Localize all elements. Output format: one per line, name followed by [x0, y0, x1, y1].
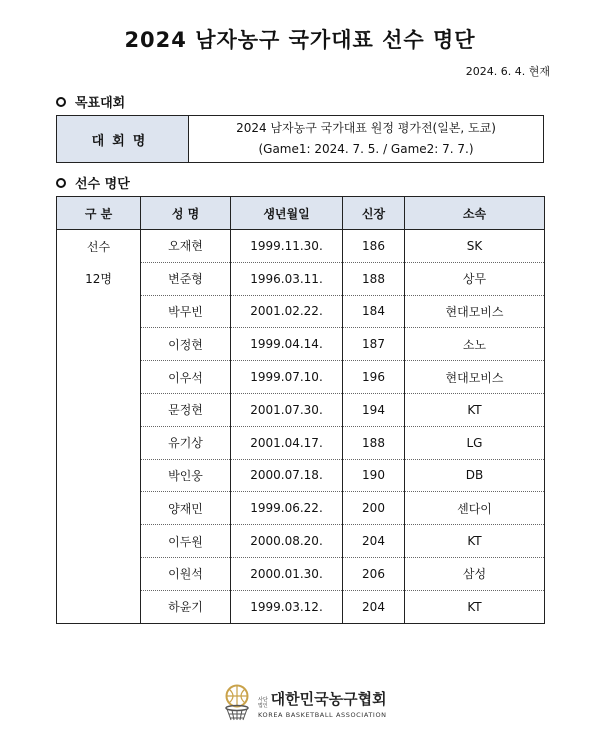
section-heading-target — [56, 92, 125, 111]
player-height: 187 — [343, 328, 405, 361]
player-name: 양재민 — [141, 492, 231, 525]
birth-date: 1999.11.30. — [231, 230, 343, 263]
circle-bullet-icon — [56, 97, 66, 107]
footer-small-bottom: 법인 — [258, 702, 268, 709]
player-name: 이우석 — [141, 361, 231, 394]
event-name: 2024 남자농구 국가대표 원정 평가전(일본, 도쿄) — [236, 121, 496, 135]
organization-english-name: KOREA BASKETBALL ASSOCIATION — [258, 710, 387, 719]
player-height: 196 — [343, 361, 405, 394]
player-name: 유기상 — [141, 426, 231, 459]
event-games: (Game1: 2024. 7. 5. / Game2: 7. 7.) — [258, 142, 474, 156]
event-info-cell — [189, 116, 543, 162]
player-height: 188 — [343, 262, 405, 295]
birth-date: 1996.03.11. — [231, 262, 343, 295]
birth-date: 2001.04.17. — [231, 426, 343, 459]
player-team: SK — [405, 230, 545, 263]
birth-date: 2001.02.22. — [231, 295, 343, 328]
basketball-hoop-icon — [222, 684, 252, 722]
player-team: 센다이 — [405, 492, 545, 525]
column-header-category: 구 분 — [57, 197, 141, 230]
player-height: 184 — [343, 295, 405, 328]
birth-date: 1999.03.12. — [231, 590, 343, 623]
player-team: 삼성 — [405, 557, 545, 590]
player-team: 현대모비스 — [405, 361, 545, 394]
player-name: 이원석 — [141, 557, 231, 590]
birth-date: 2000.07.18. — [231, 459, 343, 492]
player-team: DB — [405, 459, 545, 492]
column-header-height: 신장 — [343, 197, 405, 230]
player-team: LG — [405, 426, 545, 459]
table-row — [57, 230, 545, 263]
organization-name: 대한민국농구협회 — [270, 689, 387, 708]
player-name: 변준형 — [141, 262, 231, 295]
player-name: 이두원 — [141, 525, 231, 558]
column-header-name: 성 명 — [141, 197, 231, 230]
player-height: 188 — [343, 426, 405, 459]
player-team: KT — [405, 393, 545, 426]
birth-date: 2000.01.30. — [231, 557, 343, 590]
player-team: KT — [405, 525, 545, 558]
event-header-cell: 대회명 — [57, 116, 189, 162]
table-header-row — [57, 197, 545, 230]
section-label: 선수 명단 — [75, 177, 130, 192]
footer-small-label — [258, 697, 268, 709]
player-team: 현대모비스 — [405, 295, 545, 328]
player-name: 박무빈 — [141, 295, 231, 328]
footer-text-block — [258, 688, 387, 719]
section-label: 목표대회 — [75, 96, 126, 111]
circle-bullet-icon — [56, 178, 66, 188]
birth-date: 1999.06.22. — [231, 492, 343, 525]
player-team: KT — [405, 590, 545, 623]
roster-table — [56, 196, 545, 624]
player-name: 이정현 — [141, 328, 231, 361]
event-table — [56, 115, 544, 163]
birth-date: 1999.07.10. — [231, 361, 343, 394]
birth-date: 2001.07.30. — [231, 393, 343, 426]
category-label: 선수 — [86, 240, 111, 254]
player-height: 204 — [343, 590, 405, 623]
player-name: 문정현 — [141, 393, 231, 426]
birth-date: 2000.08.20. — [231, 525, 343, 558]
player-count: 12명 — [85, 272, 112, 286]
section-heading-roster — [56, 173, 130, 192]
player-name: 오재현 — [141, 230, 231, 263]
player-name: 하윤기 — [141, 590, 231, 623]
column-header-birth: 생년월일 — [231, 197, 343, 230]
player-height: 190 — [343, 459, 405, 492]
player-height: 204 — [343, 525, 405, 558]
player-team: 상무 — [405, 262, 545, 295]
footer-logo — [222, 684, 387, 722]
category-cell — [57, 230, 141, 624]
player-height: 194 — [343, 393, 405, 426]
birth-date: 1999.04.14. — [231, 328, 343, 361]
player-height: 200 — [343, 492, 405, 525]
player-team: 소노 — [405, 328, 545, 361]
column-header-team: 소속 — [405, 197, 545, 230]
player-height: 186 — [343, 230, 405, 263]
player-name: 박인웅 — [141, 459, 231, 492]
player-height: 206 — [343, 557, 405, 590]
footer-small-top: 사단 — [258, 696, 268, 703]
page-title: 2024 남자농구 국가대표 선수 명단 — [124, 28, 476, 52]
as-of-date: 2024. 6. 4. 현재 — [465, 65, 550, 78]
